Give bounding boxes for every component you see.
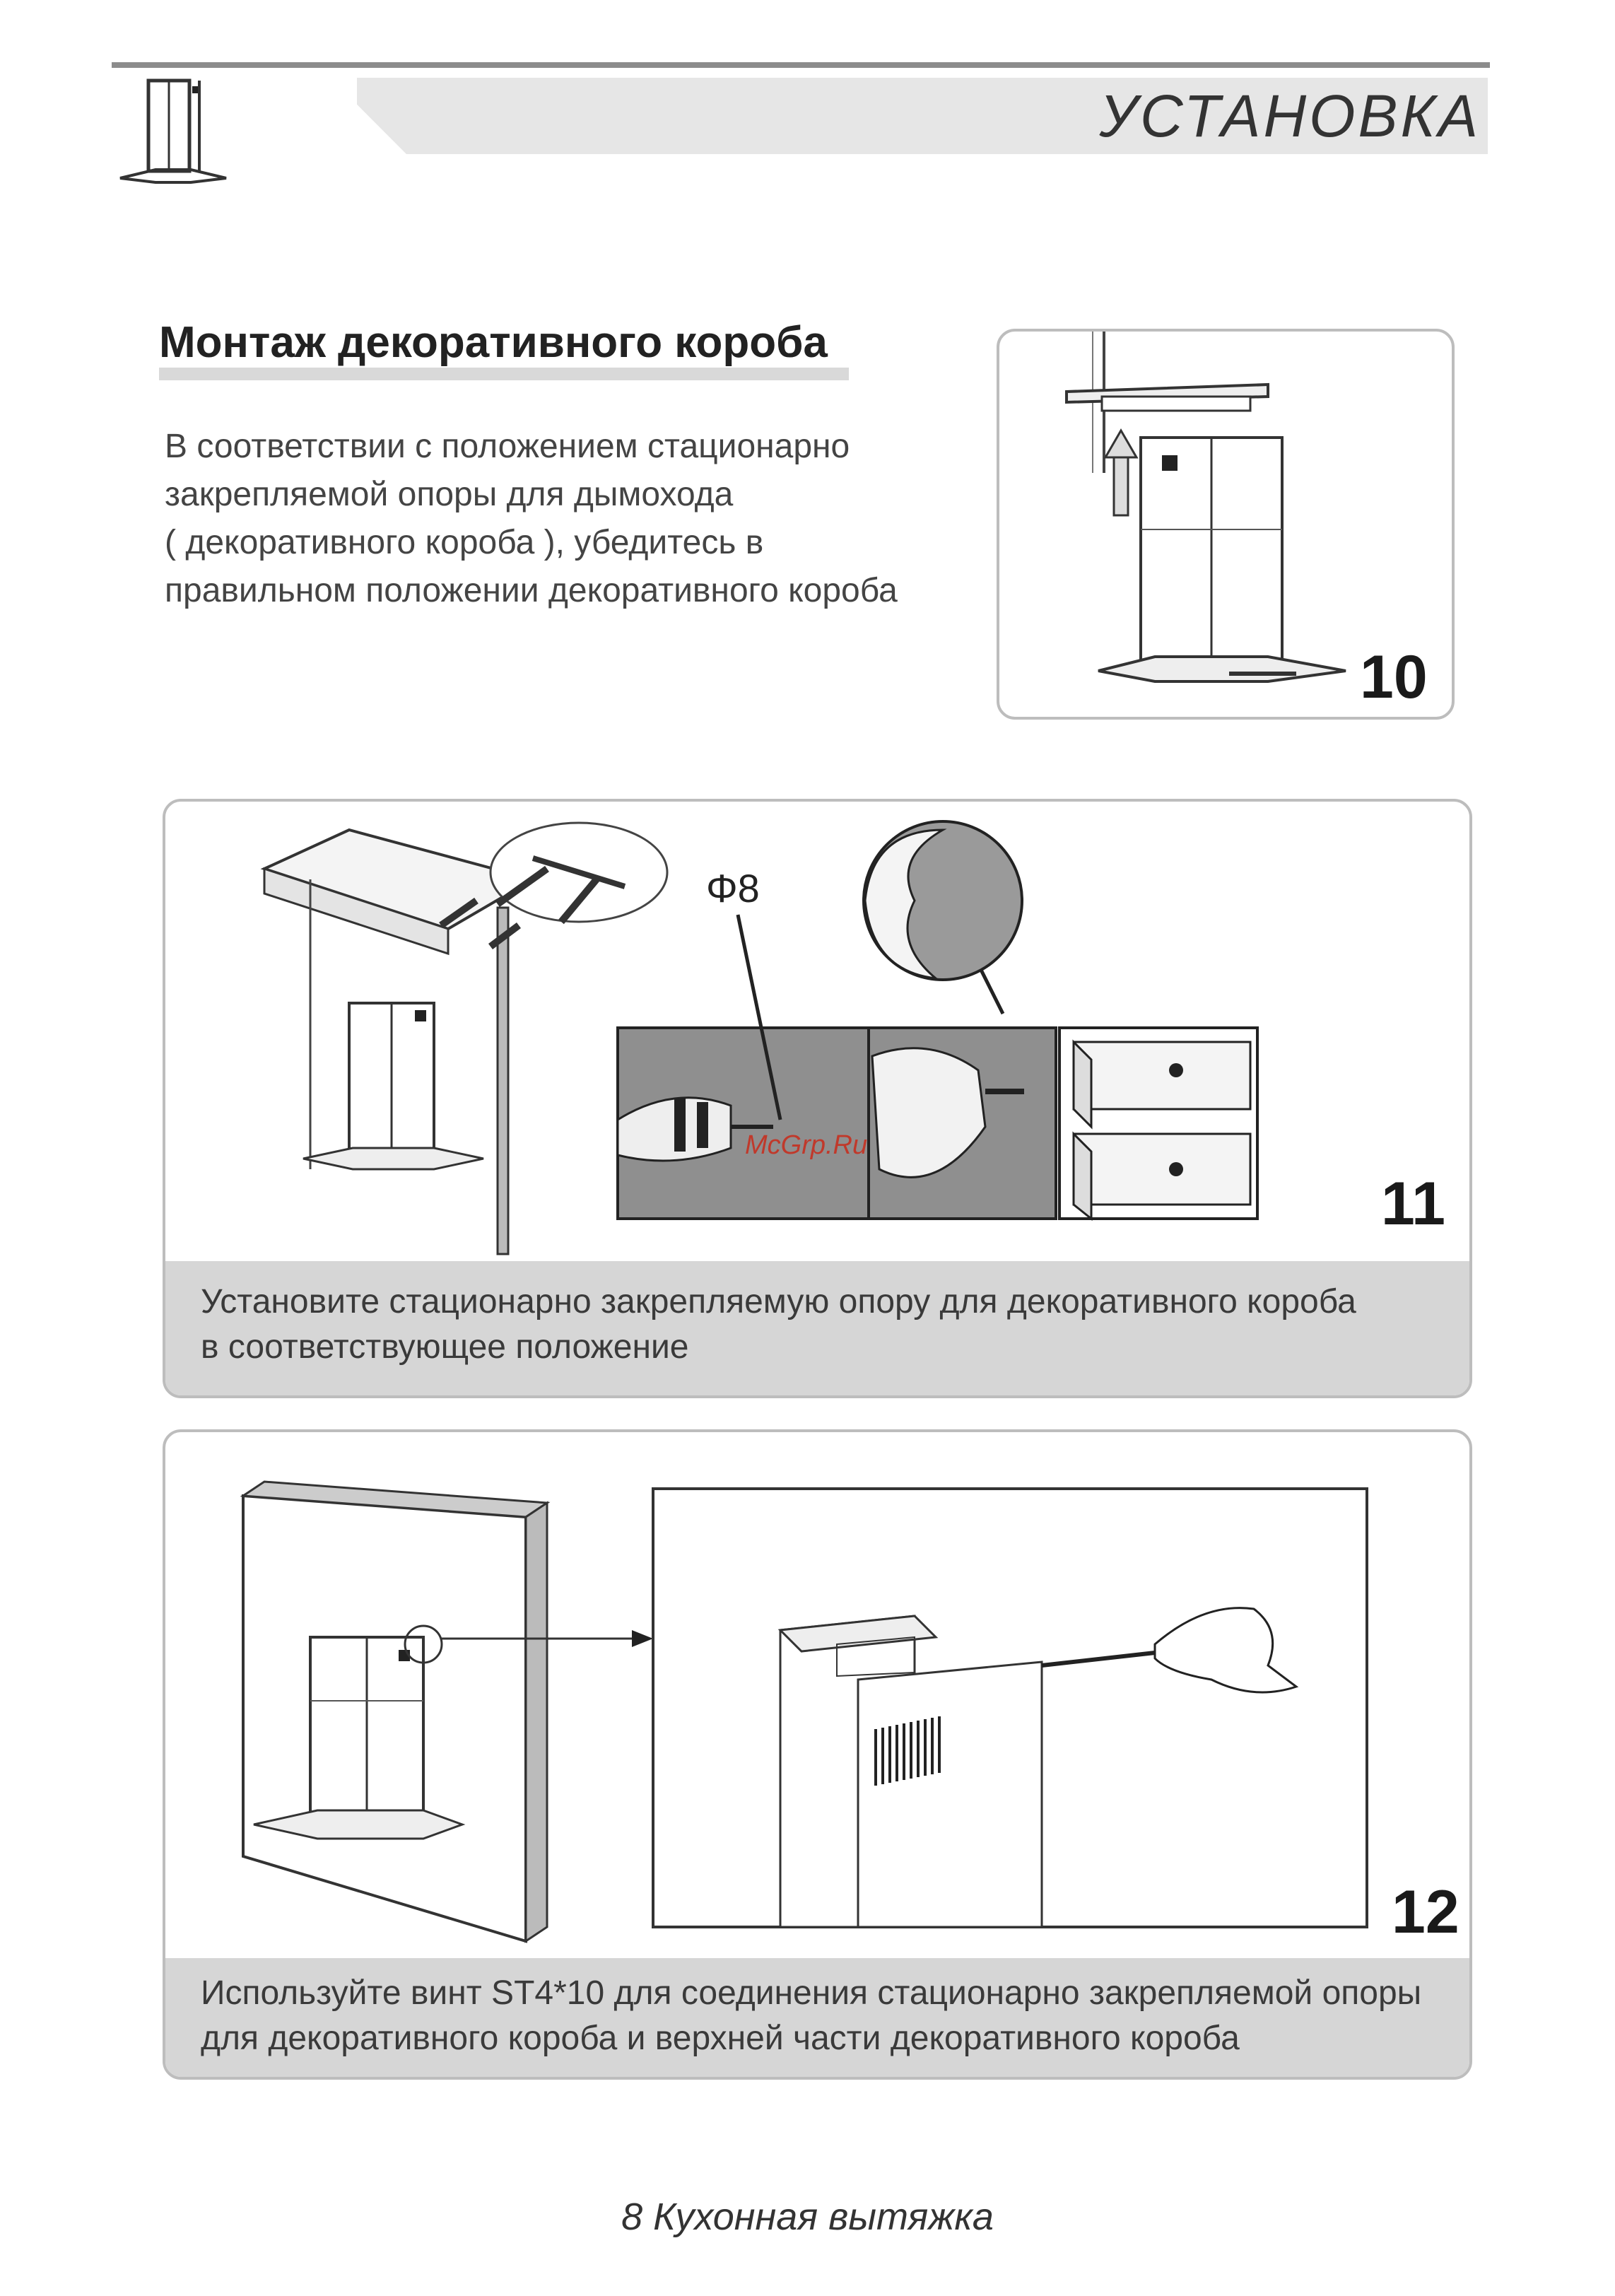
intro-line: закрепляемой опоры для дымохода [165, 476, 734, 513]
wall-mount-diagram [165, 802, 1469, 1268]
step-number: 12 [1392, 1878, 1460, 1946]
watermark: McGrp.Ru [745, 1130, 868, 1160]
drill-diameter-label: Φ8 [706, 866, 760, 910]
step-12-caption [165, 1958, 1469, 2077]
caption-line: в соответствующее положение [201, 1328, 689, 1366]
caption-line: Используйте винт ST4*10 для соединения стационарно закрепляемой опоры [201, 1974, 1422, 2012]
caption-line: Установите стационарно закрепляемую опору для декоративного короба [201, 1283, 1356, 1320]
step-number: 11 [1381, 1170, 1445, 1238]
step-11-caption [165, 1261, 1469, 1395]
page-footer: 8 Кухонная вытяжка [621, 2196, 994, 2238]
hood-logo-icon [113, 76, 233, 189]
intro-text [165, 423, 992, 615]
page-title: УСТАНОВКА [1099, 83, 1481, 149]
intro-line: ( декоративного короба ), убедитесь в [165, 524, 764, 561]
step-11-panel [163, 799, 1472, 1398]
step-number: 10 [1360, 643, 1428, 711]
step-12-panel [163, 1429, 1472, 2080]
screw-fixing-diagram [165, 1432, 1469, 1955]
header-rule [112, 62, 1490, 68]
step-10-panel [997, 329, 1455, 720]
intro-line: правильном положении декоративного короба [165, 572, 898, 609]
section-heading: Монтаж декоративного короба [159, 318, 849, 380]
intro-line: В соответствии с положением стационарно [165, 428, 850, 465]
caption-line: для декоративного короба и верхней части декоративного короба [201, 2020, 1240, 2057]
